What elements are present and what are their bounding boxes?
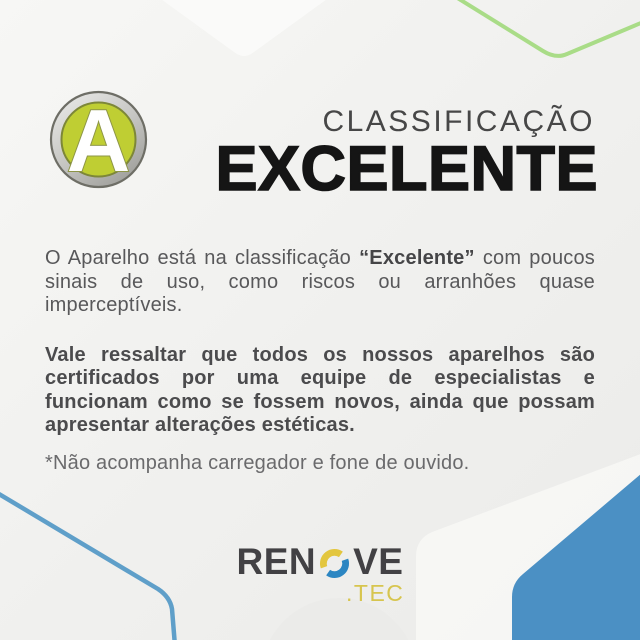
description-block bbox=[45, 247, 595, 475]
paragraph-2: Vale ressaltar que todos os nossos aparelhos são certificados por uma equipe de especialistas e funcionam como se fossem novos, ainda que possam apresentar alterações estéticas. bbox=[45, 343, 595, 436]
logo-arc-blue bbox=[328, 560, 346, 575]
disclaimer-note: *Não acompanha carregador e fone de ouvido. bbox=[45, 451, 470, 474]
page-title: EXCELENTE bbox=[215, 134, 598, 204]
paragraph-1-suffix: com poucos sinais de uso, como riscos ou arranhões quase imperceptíveis. bbox=[45, 247, 596, 316]
green-chevron-decoration bbox=[451, 0, 640, 56]
logo-text-right: VE bbox=[353, 541, 404, 582]
logo-text-left: REN bbox=[236, 541, 317, 582]
logo-arc-yellow bbox=[323, 552, 341, 567]
badge-letter: A bbox=[66, 91, 131, 189]
paragraph-1-highlight: “Excelente” bbox=[359, 247, 475, 269]
renove-logo bbox=[0, 543, 640, 580]
paragraph-1-prefix: O Aparelho está na classificação bbox=[45, 247, 360, 269]
grade-a-badge-icon bbox=[49, 90, 148, 189]
renove-logo-icon bbox=[318, 547, 351, 580]
classification-kicker: CLASSIFICAÇÃO bbox=[322, 105, 595, 138]
white-diamond-decoration bbox=[154, 0, 334, 56]
renove-logo-tld: .TEC bbox=[346, 580, 405, 606]
grade-a-badge bbox=[49, 90, 148, 189]
paragraph-1 bbox=[45, 247, 595, 318]
